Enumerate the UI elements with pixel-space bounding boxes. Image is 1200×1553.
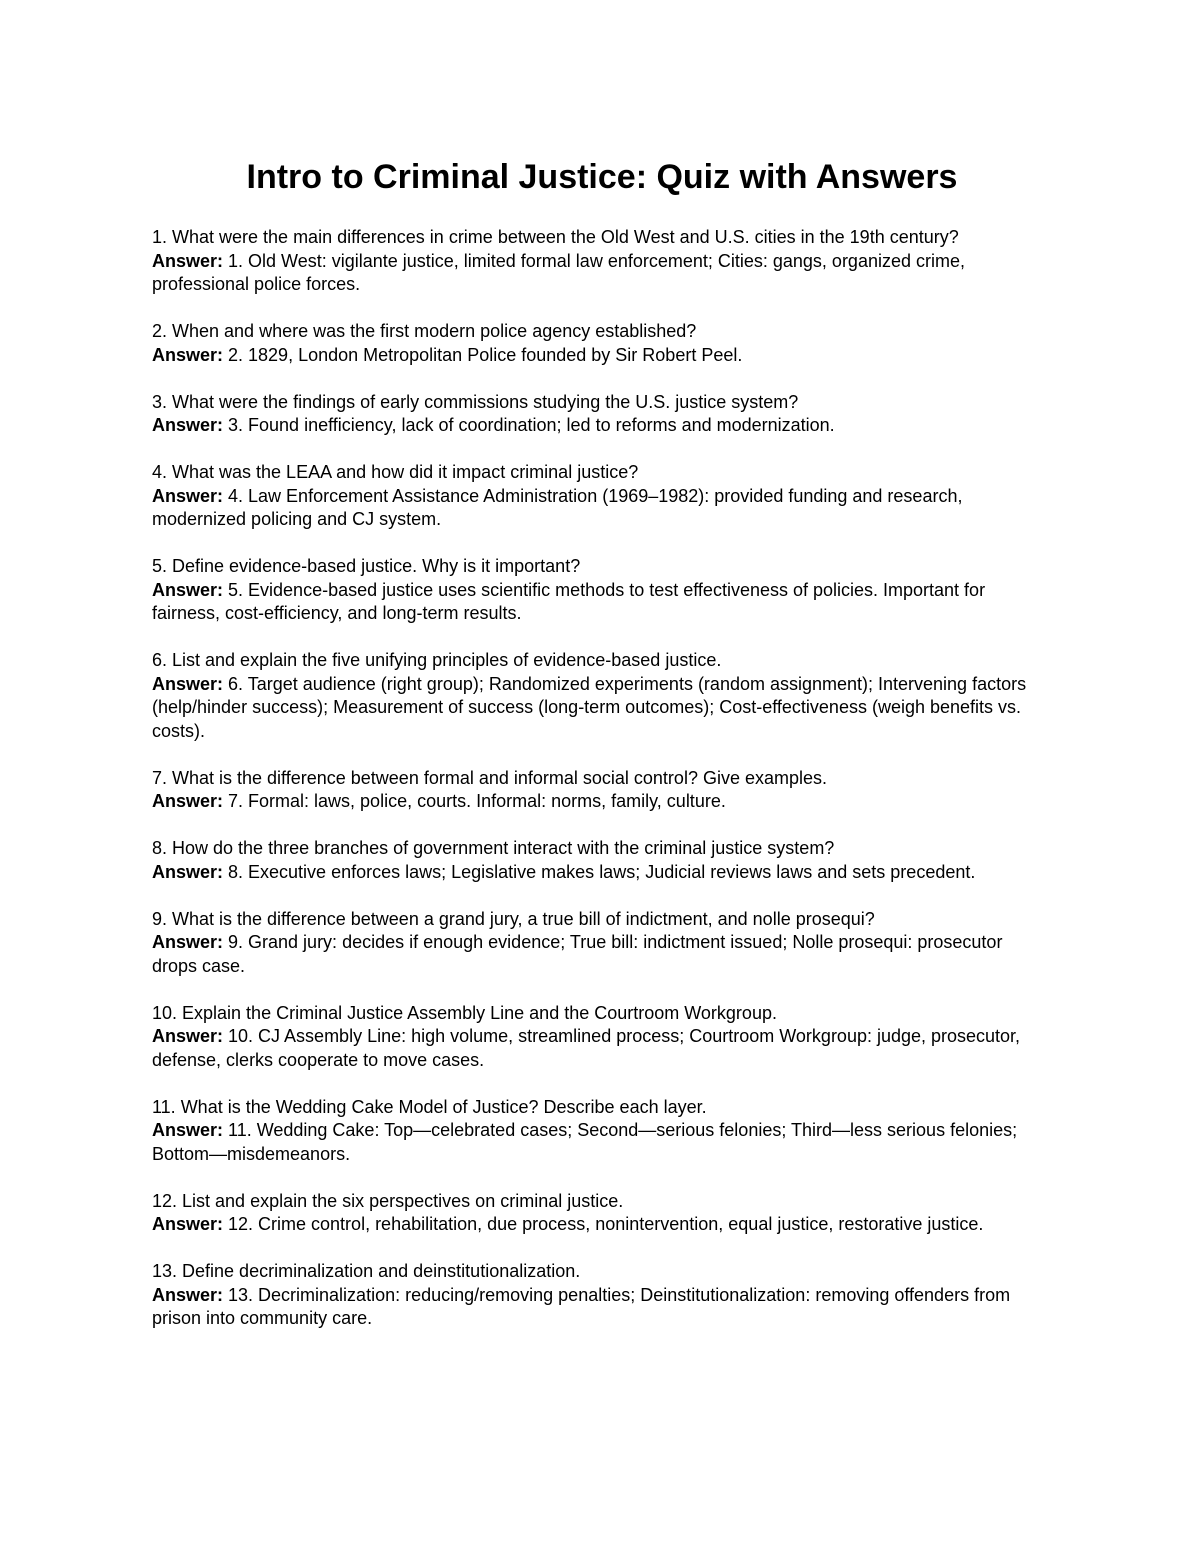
answer-8 [152,861,1052,885]
answer-label: Answer: [152,344,224,365]
answer-label: Answer: [152,415,224,435]
qa-item-4 [152,461,1052,532]
question-7: 7. What is the difference between formal and informal social control? Give examples. [152,767,827,788]
answer-label: Answer: [152,861,224,882]
question-5: 5. Define evidence-based justice. Why is it important? [152,556,581,576]
answer-6 [152,673,1052,744]
answer-text-12: 12. Crime control, rehabilitation, due process, nonintervention, equal justice, restorative justice. [223,1214,984,1234]
answer-label: Answer: [152,1120,224,1140]
answer-text-3: 3. Found inefficiency, lack of coordination; led to reforms and modernization. [223,415,835,435]
question-11: 11. What is the Wedding Cake Model of Justice? Describe each layer. [152,1096,707,1117]
page-title: Intro to Criminal Justice: Quiz with Answers [246,158,958,196]
answer-4 [152,485,1052,532]
answer-3 [152,414,1052,438]
qa-item-11 [152,1096,1052,1167]
answer-text-2: 2. 1829, London Metropolitan Police founded by Sir Robert Peel. [223,344,743,365]
question-1: 1. What were the main differences in crime between the Old West and U.S. cities in the 19th century? [152,227,959,247]
document-page [152,150,1052,1354]
answer-11 [152,1119,1052,1166]
answer-label: Answer: [152,932,224,952]
answer-text-9: 9. Grand jury: decides if enough evidence; True bill: indictment issued; Nolle prosequi: prosecutor drops case. [152,932,1003,976]
answer-text-4: 4. Law Enforcement Assistance Administration (1969–1982): provided funding and research, modernized policing and CJ system. [152,485,963,529]
qa-item-6 [152,649,1052,743]
question-8: 8. How do the three branches of government interact with the criminal justice system? [152,838,835,858]
question-6: 6. List and explain the five unifying principles of evidence-based justice. [152,650,722,670]
answer-7 [152,790,1052,814]
question-12: 12. List and explain the six perspectives on criminal justice. [152,1190,624,1211]
answer-label: Answer: [152,1026,224,1046]
qa-item-1 [152,226,1052,297]
answer-label: Answer: [152,250,224,271]
answer-13 [152,1284,1052,1331]
qa-item-9 [152,908,1052,979]
answer-label: Answer: [152,1284,224,1305]
answer-text-7: 7. Formal: laws, police, courts. Informal: norms, family, culture. [223,791,726,811]
answer-text-6: 6. Target audience (right group); Randomized experiments (random assignment); Intervening factors (help/hinder success); Measurement of success (long-term outcomes); Cost-effectiveness (weigh benefits vs. costs). [152,673,1027,741]
question-3: 3. What were the findings of early commissions studying the U.S. justice system? [152,391,799,412]
question-4: 4. What was the LEAA and how did it impact criminal justice? [152,462,639,482]
question-2: 2. When and where was the first modern police agency established? [152,321,697,341]
answer-1 [152,250,1052,297]
answer-text-8: 8. Executive enforces laws; Legislative makes laws; Judicial reviews laws and sets precedent. [223,861,976,882]
answer-label: Answer: [152,1214,224,1234]
answer-label: Answer: [152,579,224,600]
qa-item-2 [152,320,1052,367]
qa-item-8 [152,837,1052,884]
answer-text-11: 11. Wedding Cake: Top—celebrated cases; Second—serious felonies; Third—less serious felonies; Bottom—misdemeanors. [152,1120,1018,1164]
answer-10 [152,1025,1052,1072]
answer-5 [152,579,1052,626]
question-9: 9. What is the difference between a grand jury, a true bill of indictment, and nolle prosequi? [152,908,875,929]
question-13: 13. Define decriminalization and deinstitutionalization. [152,1261,581,1281]
qa-item-10 [152,1002,1052,1073]
question-10: 10. Explain the Criminal Justice Assembly Line and the Courtroom Workgroup. [152,1002,777,1023]
qa-item-7 [152,767,1052,814]
answer-2 [152,344,1052,368]
answer-9 [152,931,1052,978]
answer-text-13: 13. Decriminalization: reducing/removing penalties; Deinstitutionalization: removing offenders from prison into community care. [152,1284,1011,1328]
answer-label: Answer: [152,791,224,811]
answer-label: Answer: [152,673,224,694]
qa-item-13 [152,1260,1052,1331]
answer-text-10: 10. CJ Assembly Line: high volume, streamlined process; Courtroom Workgroup: judge, prosecutor, defense, clerks cooperate to move cases. [152,1026,1021,1070]
answer-text-5: 5. Evidence-based justice uses scientific methods to test effectiveness of policies. Important for fairness, cost-efficiency, and long-term results. [152,579,986,623]
answer-label: Answer: [152,485,224,506]
qa-item-12 [152,1190,1052,1237]
qa-item-5 [152,555,1052,626]
answer-12 [152,1213,1052,1237]
qa-item-3 [152,391,1052,438]
answer-text-1: 1. Old West: vigilante justice, limited formal law enforcement; Cities: gangs, organized crime, professional police forces. [152,250,965,294]
